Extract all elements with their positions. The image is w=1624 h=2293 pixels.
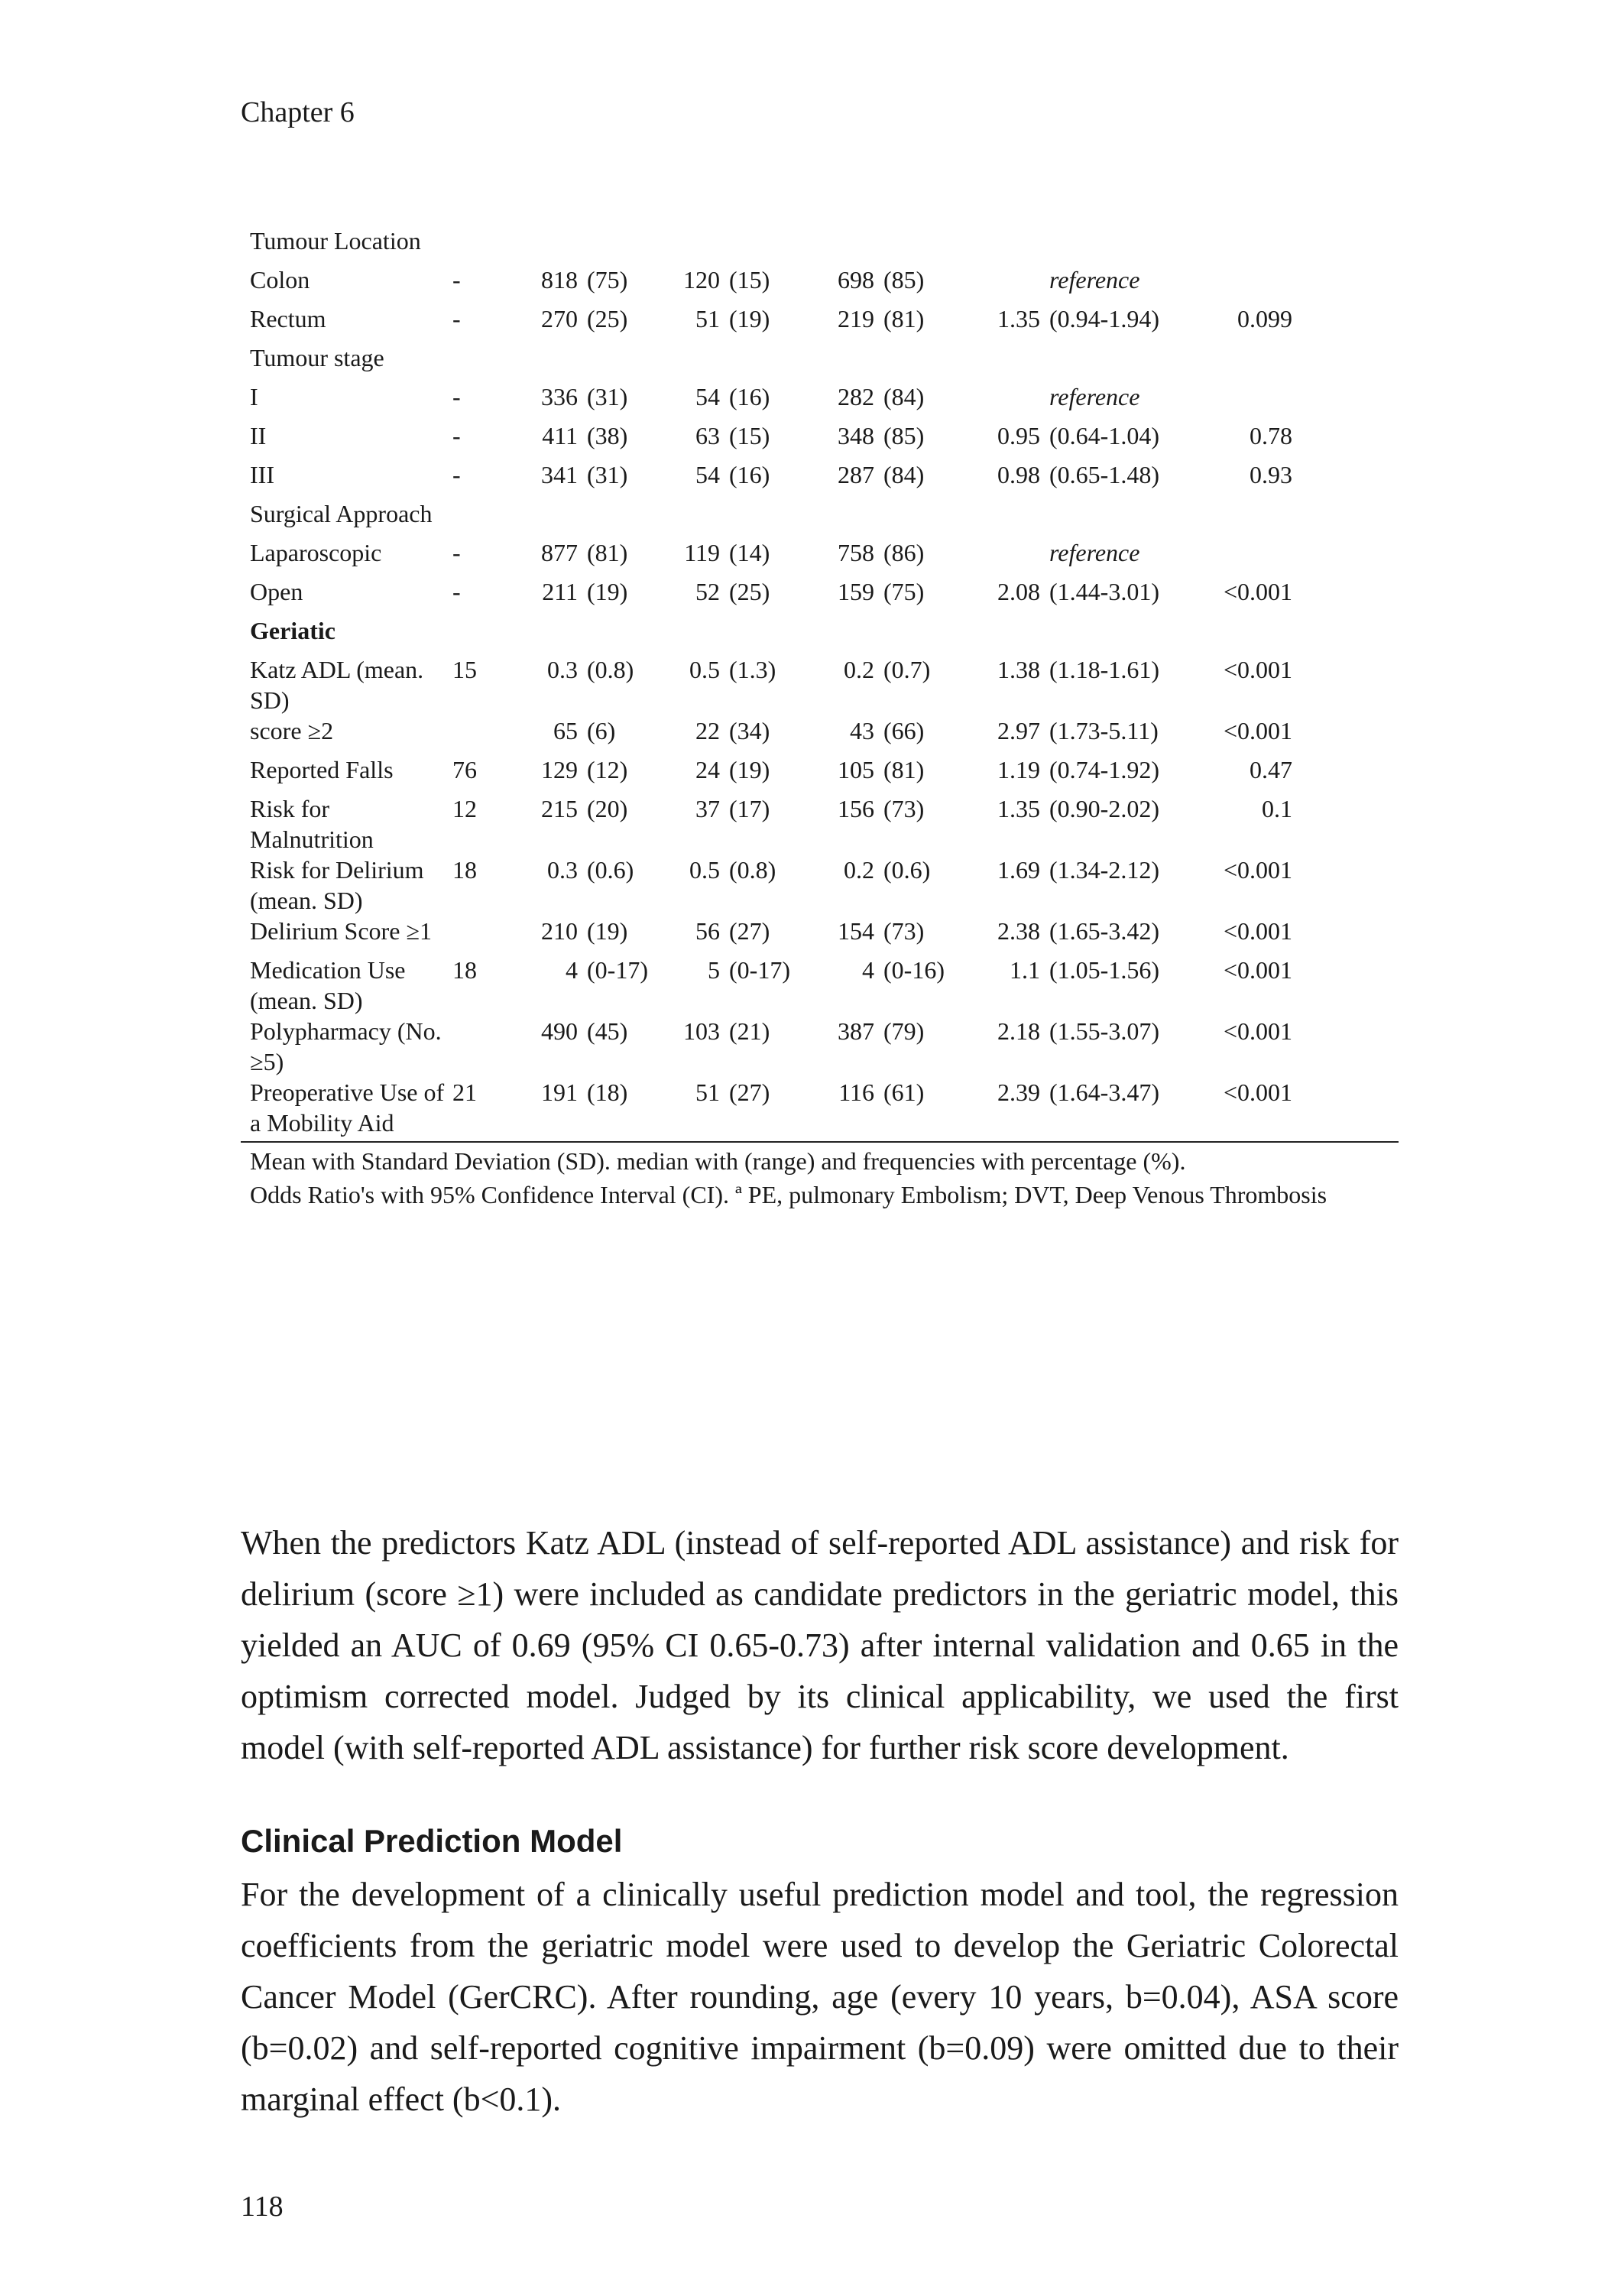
empty-cell: [587, 342, 665, 381]
missing-cell: 76: [452, 756, 477, 783]
odds-ratio-cell: 1.35: [997, 795, 1040, 822]
confidence-interval-cell: (1.44-3.01): [1049, 578, 1159, 605]
group2-pct-cell: (84): [883, 383, 925, 410]
empty-cell: [983, 225, 1049, 264]
missing-cell: -: [452, 305, 461, 332]
missing-cell: 18: [452, 856, 477, 884]
total-pct-cell: (31): [587, 383, 628, 410]
group1-n-cell: 63: [695, 422, 720, 449]
p-value-cell: 0.47: [1250, 756, 1292, 783]
total-n-cell: 0.3: [547, 856, 578, 884]
total-n-cell: 0.3: [547, 656, 578, 683]
group1-n-cell: 119: [684, 539, 720, 566]
group2-pct-cell: (86): [883, 539, 925, 566]
p-value-cell: <0.001: [1223, 956, 1292, 984]
empty-cell: [807, 615, 883, 654]
table-section-row: [241, 225, 1292, 264]
group1-n-cell: 22: [695, 717, 720, 744]
odds-ratio-cell: 1.1: [1010, 956, 1040, 984]
confidence-interval-cell: (1.55-3.07): [1049, 1017, 1159, 1045]
group1-pct-cell: (1.3): [729, 656, 776, 683]
empty-cell: [1201, 225, 1292, 264]
odds-ratio-cell: [983, 537, 1049, 576]
row-label: score ≥2: [250, 717, 334, 744]
p-value-cell: 0.099: [1237, 305, 1292, 332]
group2-n-cell: 154: [838, 917, 874, 945]
table-row: [241, 754, 1292, 793]
row-label: Open: [250, 578, 303, 605]
table-row: [241, 303, 1292, 342]
section-label: Tumour Location: [250, 227, 421, 255]
group1-n-cell: 52: [695, 578, 720, 605]
missing-cell: -: [452, 383, 461, 410]
section-label: Tumour stage: [250, 344, 384, 371]
group1-n-cell: 5: [708, 956, 720, 984]
p-value-cell: <0.001: [1223, 1078, 1292, 1106]
group2-pct-cell: (84): [883, 461, 925, 488]
total-pct-cell: (75): [587, 266, 628, 294]
confidence-interval-cell: (0.64-1.04): [1049, 422, 1159, 449]
group2-pct-cell: (73): [883, 795, 925, 822]
group2-n-cell: 282: [838, 383, 874, 410]
confidence-interval-cell: reference: [1049, 266, 1140, 294]
table-row: [241, 654, 1292, 715]
total-n-cell: 211: [542, 578, 578, 605]
total-n-cell: 336: [541, 383, 578, 410]
group2-n-cell: 4: [862, 956, 874, 984]
empty-cell: [883, 225, 983, 264]
group2-n-cell: 156: [838, 795, 874, 822]
total-pct-cell: (6): [587, 717, 616, 744]
empty-cell: [665, 615, 729, 654]
group1-pct-cell: (21): [729, 1017, 770, 1045]
confidence-interval-cell: (1.64-3.47): [1049, 1078, 1159, 1106]
empty-cell: [1049, 615, 1201, 654]
empty-cell: [983, 498, 1049, 537]
missing-cell: 21: [452, 1078, 477, 1106]
group1-pct-cell: (27): [729, 1078, 770, 1106]
group1-pct-cell: (19): [729, 756, 770, 783]
total-pct-cell: (31): [587, 461, 628, 488]
empty-cell: [509, 615, 587, 654]
empty-cell: [452, 615, 509, 654]
odds-ratio-cell: 2.39: [997, 1078, 1040, 1106]
empty-cell: [1049, 498, 1201, 537]
p-value-cell: 0.93: [1250, 461, 1292, 488]
total-n-cell: 341: [541, 461, 578, 488]
missing-cell: [452, 916, 509, 955]
row-label: Katz ADL (mean. SD): [250, 656, 424, 714]
row-label: Rectum: [250, 305, 326, 332]
missing-cell: -: [452, 422, 461, 449]
empty-cell: [665, 225, 729, 264]
total-n-cell: 210: [541, 917, 578, 945]
p-value-cell: <0.001: [1223, 578, 1292, 605]
body-paragraph-2: For the development of a clinically useful prediction model and tool, the regression coefficients from the geriatric model were used to develop the Geriatric Colorectal Cancer Model (GerCRC). After rounding, age (every 10 years, b=0.04), ASA score (b=0.02) and self-reported cognitive impairment (b=0.09) were omitted due to their marginal effect (b<0.1).: [241, 1876, 1399, 2118]
row-label: Medication Use (mean. SD): [250, 956, 406, 1014]
total-pct-cell: (0.6): [587, 856, 634, 884]
empty-cell: [665, 342, 729, 381]
odds-ratio-cell: 2.18: [997, 1017, 1040, 1045]
confidence-interval-cell: (1.73-5.11): [1049, 717, 1159, 744]
confidence-interval-cell: (0.74-1.92): [1049, 756, 1159, 783]
empty-cell: [729, 498, 807, 537]
group1-n-cell: 54: [695, 461, 720, 488]
total-n-cell: 411: [542, 422, 578, 449]
empty-cell: [1201, 615, 1292, 654]
row-label: Laparoscopic: [250, 539, 382, 566]
group1-pct-cell: (34): [729, 717, 770, 744]
group2-pct-cell: (0.7): [883, 656, 931, 683]
p-value-cell: <0.001: [1223, 856, 1292, 884]
table-section-row: [241, 615, 1292, 654]
group2-pct-cell: (85): [883, 266, 925, 294]
odds-ratio-cell: 1.19: [997, 756, 1040, 783]
table-row: [241, 381, 1292, 420]
empty-cell: [509, 225, 587, 264]
confidence-interval-cell: (1.65-3.42): [1049, 917, 1159, 945]
total-pct-cell: (38): [587, 422, 628, 449]
total-pct-cell: (45): [587, 1017, 628, 1045]
total-n-cell: 65: [553, 717, 578, 744]
group1-pct-cell: (16): [729, 383, 770, 410]
row-label: Delirium Score ≥1: [250, 917, 432, 945]
empty-cell: [452, 225, 509, 264]
row-label: Colon: [250, 266, 310, 294]
empty-cell: [729, 615, 807, 654]
table-row: [241, 1016, 1292, 1077]
odds-ratio-cell: 1.35: [997, 305, 1040, 332]
p-value-cell: <0.001: [1223, 656, 1292, 683]
empty-cell: [883, 615, 983, 654]
total-pct-cell: (0-17): [587, 956, 648, 984]
empty-cell: [452, 498, 509, 537]
table-section-row: [241, 342, 1292, 381]
group2-pct-cell: (73): [883, 917, 925, 945]
confidence-interval-cell: (0.65-1.48): [1049, 461, 1159, 488]
group1-pct-cell: (0-17): [729, 956, 790, 984]
empty-cell: [883, 498, 983, 537]
missing-cell: -: [452, 266, 461, 294]
p-value-cell: [1201, 381, 1292, 420]
missing-cell: -: [452, 461, 461, 488]
table-bottom-rule: [241, 1141, 1399, 1143]
group2-pct-cell: (81): [883, 756, 925, 783]
total-pct-cell: (18): [587, 1078, 628, 1106]
group1-n-cell: 51: [695, 1078, 720, 1106]
group1-pct-cell: (15): [729, 422, 770, 449]
table-row: [241, 715, 1292, 754]
table-row: [241, 1077, 1292, 1138]
empty-cell: [807, 225, 883, 264]
group2-pct-cell: (0.6): [883, 856, 931, 884]
p-value-cell: <0.001: [1223, 1017, 1292, 1045]
group1-pct-cell: (0.8): [729, 856, 776, 884]
section-label: Geriatic: [250, 617, 335, 644]
total-pct-cell: (19): [587, 578, 628, 605]
empty-cell: [509, 342, 587, 381]
total-n-cell: 490: [541, 1017, 578, 1045]
empty-cell: [587, 615, 665, 654]
table-note-2: Odds Ratio's with 95% Confidence Interval (CI). ª PE, pulmonary Embolism; DVT, Deep Venous Thrombosis: [250, 1181, 1327, 1208]
group1-n-cell: 0.5: [689, 656, 720, 683]
empty-cell: [665, 498, 729, 537]
odds-ratio-cell: 0.95: [997, 422, 1040, 449]
table-row: [241, 459, 1292, 498]
table-section-row: [241, 498, 1292, 537]
group1-pct-cell: (25): [729, 578, 770, 605]
odds-ratio-cell: 2.97: [997, 717, 1040, 744]
table-body: [241, 225, 1292, 1138]
odds-ratio-cell: 0.98: [997, 461, 1040, 488]
p-value-cell: 0.1: [1262, 795, 1292, 822]
group2-n-cell: 287: [838, 461, 874, 488]
section-heading: Clinical Prediction Model: [241, 1823, 623, 1859]
row-label: Polypharmacy (No. ≥5): [250, 1017, 442, 1075]
group1-pct-cell: (14): [729, 539, 770, 566]
total-n-cell: 270: [541, 305, 578, 332]
group2-n-cell: 348: [838, 422, 874, 449]
row-label: Risk for Malnutrition: [250, 795, 374, 853]
group2-n-cell: 219: [838, 305, 874, 332]
group1-pct-cell: (15): [729, 266, 770, 294]
missing-cell: [452, 715, 509, 754]
table-row: [241, 537, 1292, 576]
empty-cell: [883, 342, 983, 381]
empty-cell: [1201, 498, 1292, 537]
group2-pct-cell: (61): [883, 1078, 925, 1106]
group2-pct-cell: (0-16): [883, 956, 945, 984]
row-label: Reported Falls: [250, 756, 394, 783]
table-row: [241, 855, 1292, 916]
table-row: [241, 264, 1292, 303]
empty-cell: [1201, 342, 1292, 381]
chapter-header: Chapter 6: [241, 96, 355, 128]
empty-cell: [729, 342, 807, 381]
group2-pct-cell: (79): [883, 1017, 925, 1045]
missing-cell: 12: [452, 795, 477, 822]
odds-ratio-cell: 1.38: [997, 656, 1040, 683]
odds-ratio-cell: [983, 264, 1049, 303]
group1-n-cell: 56: [695, 917, 720, 945]
missing-cell: -: [452, 578, 461, 605]
empty-cell: [729, 225, 807, 264]
empty-cell: [1049, 342, 1201, 381]
total-pct-cell: (12): [587, 756, 628, 783]
row-label: III: [250, 461, 274, 488]
confidence-interval-cell: reference: [1049, 383, 1140, 410]
total-n-cell: 4: [566, 956, 578, 984]
row-label: Preoperative Use of a Mobility Aid: [250, 1078, 445, 1137]
confidence-interval-cell: (1.34-2.12): [1049, 856, 1159, 884]
table-row: [241, 955, 1292, 1016]
odds-ratio-cell: [983, 381, 1049, 420]
total-n-cell: 129: [541, 756, 578, 783]
group1-n-cell: 120: [683, 266, 720, 294]
group1-pct-cell: (17): [729, 795, 770, 822]
section-label: Surgical Approach: [250, 500, 433, 527]
group2-pct-cell: (85): [883, 422, 925, 449]
total-pct-cell: (81): [587, 539, 628, 566]
odds-ratio-cell: 2.08: [997, 578, 1040, 605]
missing-cell: -: [452, 539, 461, 566]
missing-cell: [452, 1016, 509, 1077]
confidence-interval-cell: (0.94-1.94): [1049, 305, 1159, 332]
row-label: Risk for Delirium (mean. SD): [250, 856, 424, 914]
group1-n-cell: 24: [695, 756, 720, 783]
group2-n-cell: 43: [850, 717, 874, 744]
confidence-interval-cell: (1.05-1.56): [1049, 956, 1159, 984]
empty-cell: [983, 615, 1049, 654]
group2-n-cell: 105: [838, 756, 874, 783]
body-paragraph-1: When the predictors Katz ADL (instead of self-reported ADL assistance) and risk for delirium (score ≥1) were included as candidate predictors in the geriatric model, this yielded an AUC of 0.69 (95% CI 0.65-0.73) after internal validation and 0.65 in the optimism corrected model. Judged by its clinical applicability, we used the first model (with self-reported ADL assistance) for further risk score development.: [241, 1524, 1399, 1766]
empty-cell: [807, 498, 883, 537]
total-pct-cell: (19): [587, 917, 628, 945]
total-pct-cell: (0.8): [587, 656, 634, 683]
total-pct-cell: (25): [587, 305, 628, 332]
p-value-cell: <0.001: [1223, 917, 1292, 945]
group1-n-cell: 54: [695, 383, 720, 410]
p-value-cell: [1201, 264, 1292, 303]
group2-pct-cell: (66): [883, 717, 925, 744]
missing-cell: 15: [452, 656, 477, 683]
empty-cell: [509, 498, 587, 537]
data-table-section: [241, 225, 1399, 1210]
row-label: I: [250, 383, 258, 410]
data-table: [241, 225, 1292, 1138]
empty-cell: [807, 342, 883, 381]
p-value-cell: 0.78: [1250, 422, 1292, 449]
group1-n-cell: 51: [695, 305, 720, 332]
table-note-1: Mean with Standard Deviation (SD). median with (range) and frequencies with percentage (%).: [250, 1147, 1186, 1175]
table-row: [241, 420, 1292, 459]
total-pct-cell: (20): [587, 795, 628, 822]
group2-n-cell: 0.2: [844, 856, 874, 884]
missing-cell: 18: [452, 956, 477, 984]
total-n-cell: 191: [541, 1078, 578, 1106]
group2-n-cell: 0.2: [844, 656, 874, 683]
total-n-cell: 818: [541, 266, 578, 294]
group1-pct-cell: (27): [729, 917, 770, 945]
group2-pct-cell: (75): [883, 578, 925, 605]
empty-cell: [452, 342, 509, 381]
empty-cell: [983, 342, 1049, 381]
group2-n-cell: 698: [838, 266, 874, 294]
odds-ratio-cell: 1.69: [997, 856, 1040, 884]
empty-cell: [587, 225, 665, 264]
group2-n-cell: 159: [838, 578, 874, 605]
page-number: 118: [241, 2191, 284, 2223]
confidence-interval-cell: reference: [1049, 539, 1140, 566]
group1-n-cell: 0.5: [689, 856, 720, 884]
group1-pct-cell: (19): [729, 305, 770, 332]
group2-pct-cell: (81): [883, 305, 925, 332]
confidence-interval-cell: (0.90-2.02): [1049, 795, 1159, 822]
confidence-interval-cell: (1.18-1.61): [1049, 656, 1159, 683]
group1-n-cell: 103: [683, 1017, 720, 1045]
total-n-cell: 877: [541, 539, 578, 566]
group1-n-cell: 37: [695, 795, 720, 822]
group2-n-cell: 387: [838, 1017, 874, 1045]
row-label: II: [250, 422, 267, 449]
group1-pct-cell: (16): [729, 461, 770, 488]
table-row: [241, 916, 1292, 955]
empty-cell: [587, 498, 665, 537]
p-value-cell: <0.001: [1223, 717, 1292, 744]
total-n-cell: 215: [541, 795, 578, 822]
odds-ratio-cell: 2.38: [997, 917, 1040, 945]
table-row: [241, 793, 1292, 855]
group2-n-cell: 758: [838, 539, 874, 566]
p-value-cell: [1201, 537, 1292, 576]
group2-n-cell: 116: [838, 1078, 874, 1106]
empty-cell: [1049, 225, 1201, 264]
table-row: [241, 576, 1292, 615]
